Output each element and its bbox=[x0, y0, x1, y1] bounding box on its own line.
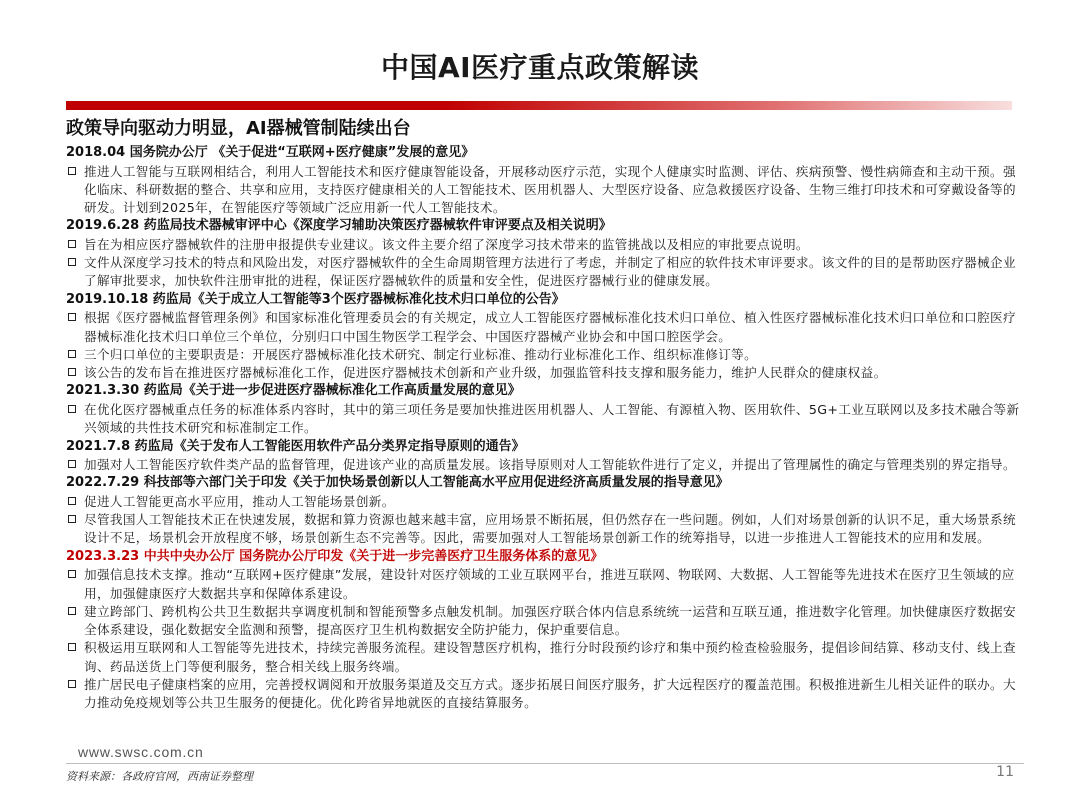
checkbox-bullet-icon bbox=[68, 570, 76, 578]
source-note: 资料来源：各政府官网，西南证券整理 bbox=[66, 770, 253, 783]
policy-bullet bbox=[66, 309, 1022, 346]
policy-bullet-text: 加强信息技术支撑。推动“互联网+医疗健康”发展，建设针对医疗领域的工业互联网平台，推进互联网、物联网、大数据、人工智能等先进技术在医疗卫生领域的应用，加强健康医疗大数据共享和保障体系建设。 bbox=[84, 567, 1015, 601]
policy-bullet-text: 在优化医疗器械重点任务的标准体系内容时，其中的第三项任务是要加快推进医用机器人、人工智能、有源植入物、医用软件、5G+工业互联网以及多技术融合等新兴领域的共性技术研究和标准制定工作。 bbox=[84, 401, 1020, 436]
checkbox-bullet-icon bbox=[68, 643, 76, 651]
policy-bullet-text: 推进人工智能与互联网相结合，利用人工智能技术和医疗健康智能设备，开展移动医疗示范，实现个人健康实时监测、评估、疾病预警、慢性病筛查和主动干预。强化临床、科研数据的整合、共享和应用，支持医疗健康相关的人工智能技术、医用机器人、大型医疗设备、应急救援医疗设备、生物三维打印技术和可穿戴设备等的研发。计划到2025年，在智能医疗等领域广泛应用新一代人工智能技术。 bbox=[84, 163, 1016, 216]
checkbox-bullet-icon bbox=[68, 258, 76, 266]
policy-bullet bbox=[66, 676, 1022, 713]
website-watermark: www.swsc.com.cn bbox=[78, 744, 204, 760]
policy-bullet-text: 推广居民电子健康档案的应用，完善授权调阅和开放服务渠道及交互方式。逐步拓展日间医疗服务，扩大远程医疗的覆盖范围。积极推进新生儿相关证件的联办。大力推动免疫规划等公共卫生服务的便捷化。优化跨省异地就医的直接结算服务。 bbox=[84, 677, 1016, 711]
policy-bullet bbox=[66, 493, 1022, 511]
policy-bullet-text: 建立跨部门、跨机构公共卫生数据共享调度机制和智能预警多点触发机制。加强医疗联合体内信息系统统一运营和互联互通，推进数字化管理。加快健康医疗数据安全体系建设，强化数据安全监测和预警，提高医疗卫生机构数据安全防护能力，保护重要信息。 bbox=[84, 603, 1016, 638]
policy-bullet bbox=[66, 163, 1022, 218]
policy-bullet-text: 该公告的发布旨在推进医疗器械标准化工作，促进医疗器械技术创新和产业升级，加强监管科技支撑和服务能力，维护人民群众的健康权益。 bbox=[84, 365, 887, 381]
policy-heading: 2021.3.30 药监局《关于进一步促进医疗器械标准化工作高质量发展的意见》 bbox=[66, 383, 521, 399]
page-number: 11 bbox=[996, 764, 1014, 780]
title-divider-bar bbox=[66, 101, 1012, 110]
policy-heading: 2018.04 国务院办公厅 《关于促进“互联网+医疗健康”发展的意见》 bbox=[66, 145, 475, 160]
policy-heading: 2022.7.29 科技部等六部门关于印发《关于加快场景创新以人工智能高水平应用促进经济高质量发展的指导意见》 bbox=[66, 475, 729, 491]
checkbox-bullet-icon bbox=[68, 368, 76, 376]
section-subtitle: 政策导向驱动力明显，AI器械管制陆续出台 bbox=[66, 118, 411, 139]
policy-heading: 2023.3.23 中共中央办公厅 国务院办公厅印发《关于进一步完善医疗卫生服务体系的意见》 bbox=[66, 548, 604, 564]
policy-bullet bbox=[66, 401, 1022, 438]
checkbox-bullet-icon bbox=[68, 167, 76, 175]
policy-bullet-text: 根据《医疗器械监督管理条例》和国家标准化管理委员会的有关规定，成立人工智能医疗器械标准化技术归口单位、植入性医疗器械标准化技术归口单位和口腔医疗器械标准化技术归口单位三个单位，分别归口中国生物医学工程学会、中国医疗器械产业协会和中国口腔医学会。 bbox=[84, 310, 1016, 344]
policy-bullet bbox=[66, 364, 1022, 382]
policy-bullet-text: 积极运用互联网和人工智能等先进技术，持续完善服务流程。建设智慧医疗机构，推行分时段预约诊疗和集中预约检查检验服务，提倡诊间结算、移动支付、线上查询、药品送货上门等便利服务，整合相关线上服务终端。 bbox=[84, 640, 1016, 674]
policy-bullet-text: 文件从深度学习技术的特点和风险出发，对医疗器械软件的全生命周期管理方法进行了考虑，并制定了相应的软件技术审评要求。该文件的目的是帮助医疗器械企业了解审批要求，加快软件注册审批的进程，保证医疗器械软件的质量和安全性，促进医疗器械行业的健康发展。 bbox=[84, 255, 1016, 289]
policy-heading: 2021.7.8 药监局《关于发布人工智能医用软件产品分类界定指导原则的通告》 bbox=[66, 438, 525, 454]
policy-bullet bbox=[66, 236, 1022, 254]
policy-bullet bbox=[66, 566, 1022, 603]
footer-divider bbox=[66, 763, 1024, 764]
checkbox-bullet-icon bbox=[68, 405, 76, 413]
checkbox-bullet-icon bbox=[68, 680, 76, 688]
checkbox-bullet-icon bbox=[68, 350, 76, 358]
policy-bullet-text: 促进人工智能更高水平应用，推动人工智能场景创新。 bbox=[84, 493, 395, 509]
policy-bullet bbox=[66, 639, 1022, 676]
checkbox-bullet-icon bbox=[68, 497, 76, 505]
policy-bullet-text: 旨在为相应医疗器械软件的注册申报提供专业建议。该文件主要介绍了深度学习技术带来的监管挑战以及相应的审批要点说明。 bbox=[84, 236, 809, 252]
checkbox-bullet-icon bbox=[68, 240, 76, 248]
policy-bullet bbox=[66, 456, 1022, 474]
checkbox-bullet-icon bbox=[68, 313, 76, 321]
policy-heading: 2019.6.28 药监局技术器械审评中心《深度学习辅助决策医疗器械软件审评要点及相关说明》 bbox=[66, 218, 612, 234]
policy-bullet-text: 尽管我国人工智能技术正在快速发展，数据和算力资源也越来越丰富，应用场景不断拓展，但仍然存在一些问题。例如，人们对场景创新的认识不足，重大场景系统设计不足，场景机会开放程度不够，场景创新生态不完善等。因此，需要加强对人工智能场景创新工作的统筹指导，以进一步推进人工智能技术的应用和发展。 bbox=[84, 512, 1016, 546]
policy-bullet bbox=[66, 254, 1022, 291]
checkbox-bullet-icon bbox=[68, 460, 76, 468]
page-title: 中国AI医疗重点政策解读 bbox=[380, 51, 700, 84]
policy-bullet bbox=[66, 346, 1022, 364]
policy-heading: 2019.10.18 药监局《关于成立人工智能等3个医疗器械标准化技术归口单位的公告》 bbox=[66, 291, 565, 307]
policy-bullet-text: 三个归口单位的主要职责是：开展医疗器械标准化技术研究、制定行业标准、推动行业标准化工作、组织标准修订等。 bbox=[84, 346, 758, 362]
checkbox-bullet-icon bbox=[68, 515, 76, 523]
checkbox-bullet-icon bbox=[68, 607, 76, 615]
policy-bullet-text: 加强对人工智能医疗软件类产品的监督管理，促进该产业的高质量发展。该指导原则对人工智能软件进行了定义，并提出了管理属性的确定与管理类别的界定指导。 bbox=[84, 457, 1016, 473]
policy-bullet bbox=[66, 603, 1022, 640]
policy-bullet bbox=[66, 511, 1022, 548]
policy-list bbox=[66, 144, 1022, 713]
